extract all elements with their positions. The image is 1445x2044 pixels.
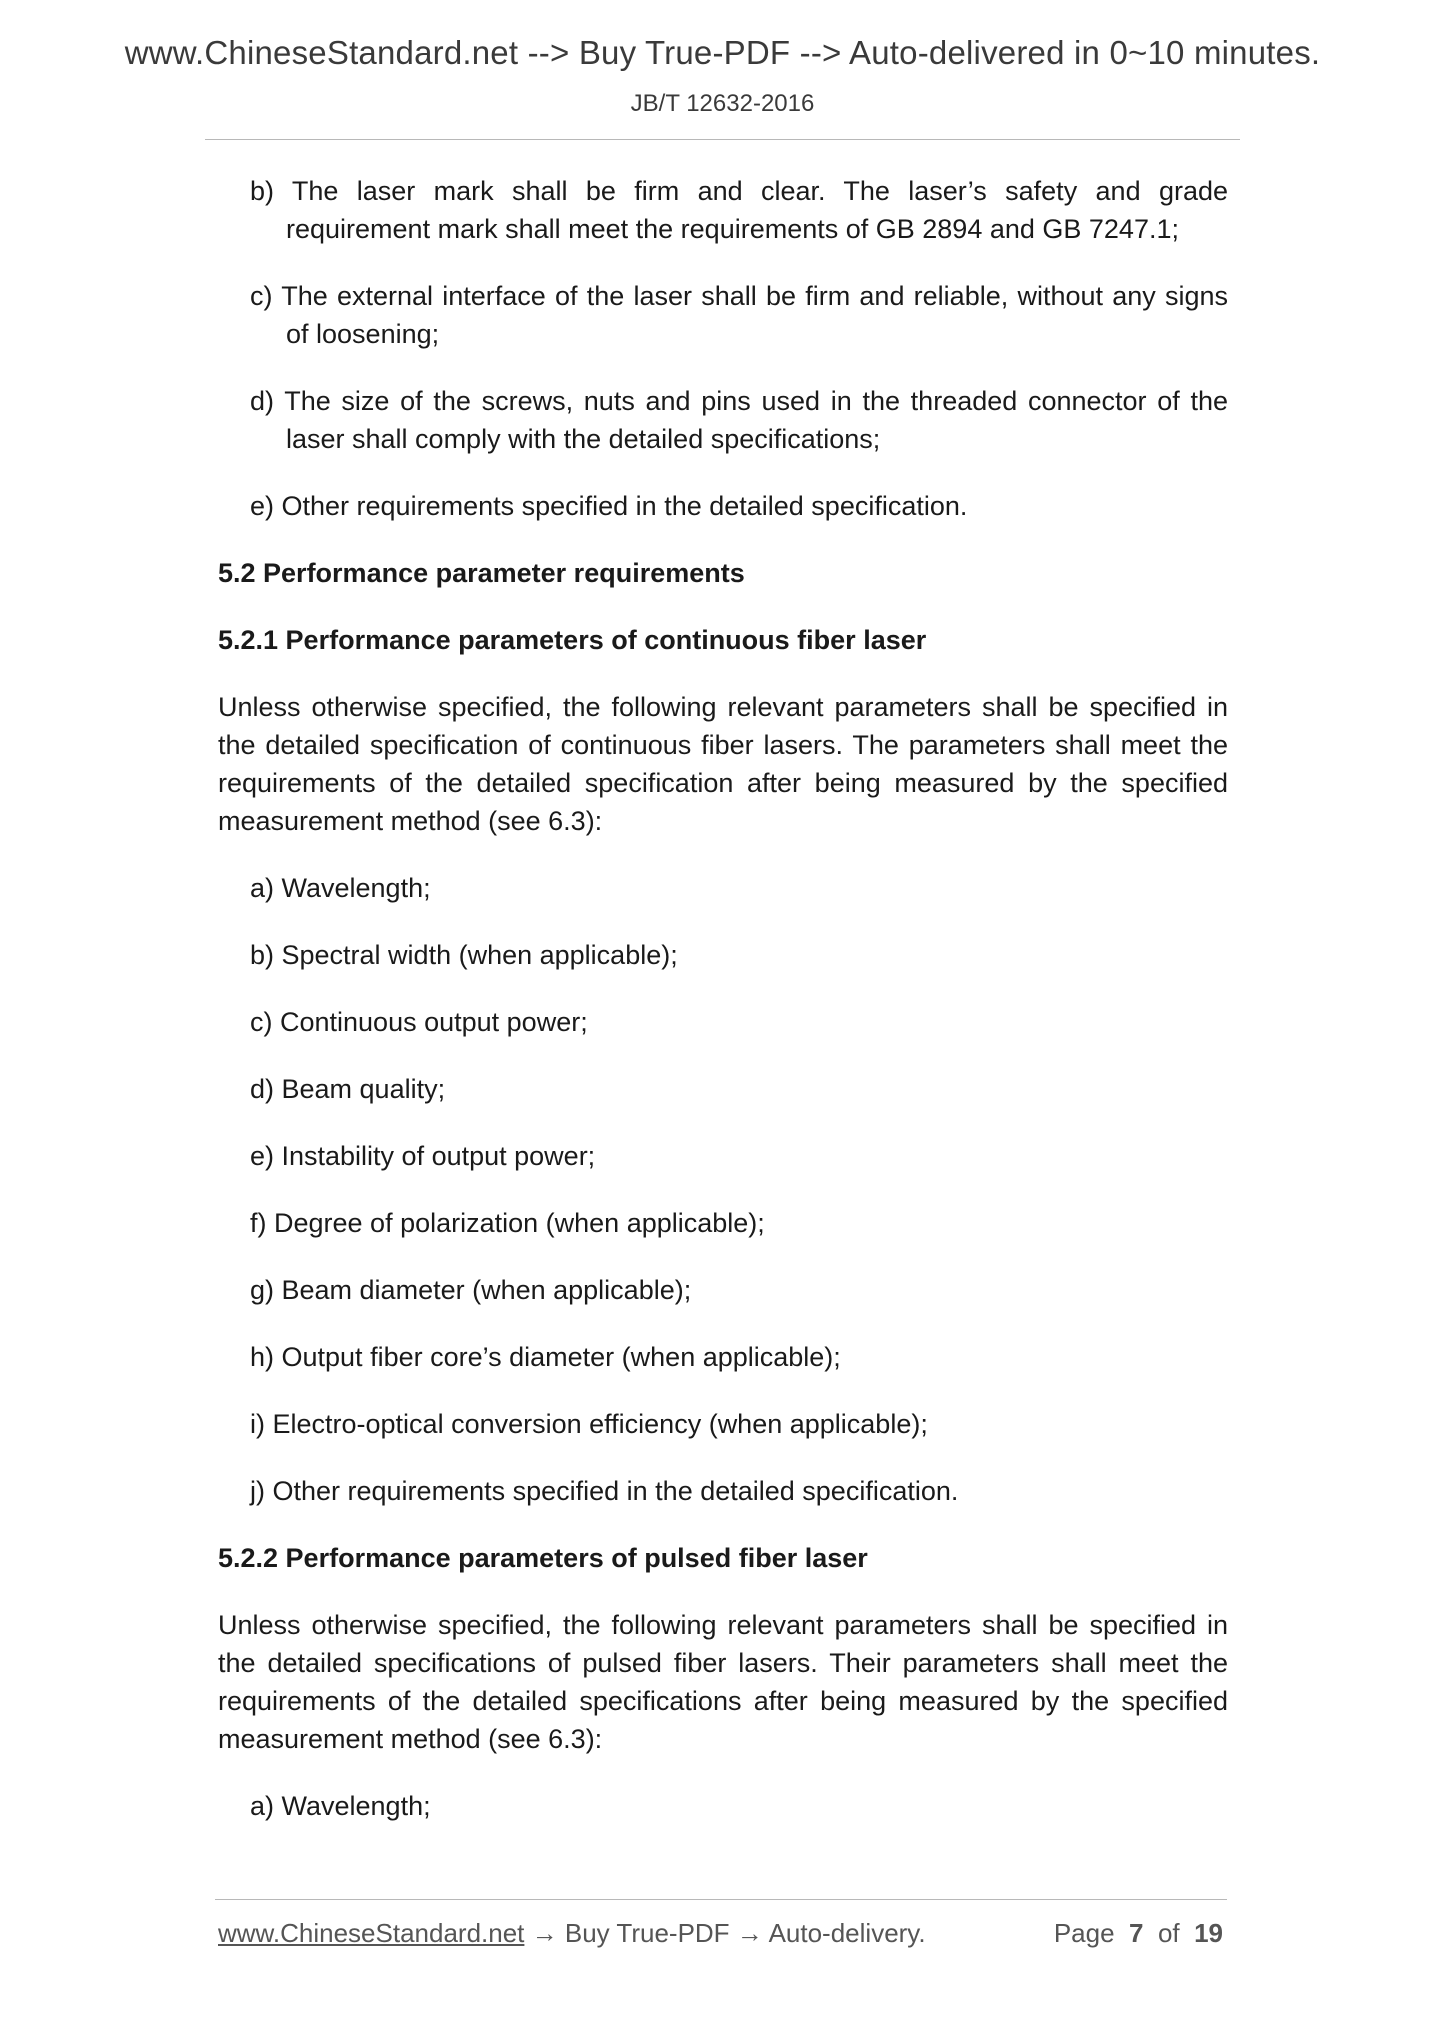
list-item: j) Other requirements specified in the detailed specification. <box>250 1476 959 1506</box>
list-item: e) Instability of output power; <box>250 1141 596 1171</box>
list-item: e) Other requirements specified in the detailed specification. <box>250 491 968 521</box>
page-label: Page <box>1053 1918 1115 1948</box>
list-item: b) Spectral width (when applicable); <box>250 940 678 970</box>
list-item: d) Beam quality; <box>250 1074 446 1104</box>
footer-promo-tail: → Buy True-PDF → Auto-delivery. <box>524 1918 926 1948</box>
list-item: h) Output fiber core’s diameter (when applicable); <box>250 1342 841 1372</box>
section-heading-5-2: 5.2 Performance parameter requirements <box>218 558 745 588</box>
document-code: JB/T 12632-2016 <box>630 90 815 117</box>
list-item: d) The size of the screws, nuts and pins used in the threaded connector of the laser shall comply with the detailed specifications; <box>250 386 1228 454</box>
list-item: c) The external interface of the laser shall be firm and reliable, without any signs of loosening; <box>250 281 1228 349</box>
list-item: f) Degree of polarization (when applicable); <box>250 1208 765 1238</box>
document-body <box>218 172 1228 1854</box>
page-of-label: of <box>1157 1918 1180 1948</box>
site-banner: www.ChineseStandard.net --> Buy True-PDF --> Auto-delivered in 0~10 minutes. <box>124 34 1321 71</box>
paragraph-5-2-2: Unless otherwise specified, the following relevant parameters shall be specified in the detailed specifications of pulsed fiber lasers. Their parameters shall meet the requirements of the detailed specifications after being measured by the specified measurement method (see 6.3): <box>218 1610 1228 1754</box>
page-current: 7 <box>1129 1918 1144 1948</box>
list-item: b) The laser mark shall be firm and clear. The laser’s safety and grade requirement mark shall meet the requirements of GB 2894 and GB 7247.1; <box>250 176 1228 244</box>
page-total: 19 <box>1194 1918 1223 1948</box>
list-item: a) Wavelength; <box>250 1791 431 1821</box>
list-item: g) Beam diameter (when applicable); <box>250 1275 692 1305</box>
page-indicator <box>1054 1918 1223 1949</box>
list-item: i) Electro-optical conversion efficiency (when applicable); <box>250 1409 928 1439</box>
footer-promo <box>218 1918 926 1949</box>
footer-divider <box>215 1899 1227 1900</box>
header-divider <box>205 139 1240 140</box>
section-heading-5-2-1: 5.2.1 Performance parameters of continuous fiber laser <box>218 625 927 655</box>
footer-site-link[interactable]: www.ChineseStandard.net <box>218 1918 525 1948</box>
section-heading-5-2-2: 5.2.2 Performance parameters of pulsed fiber laser <box>218 1543 868 1573</box>
list-item: a) Wavelength; <box>250 873 431 903</box>
paragraph-5-2-1: Unless otherwise specified, the following relevant parameters shall be specified in the detailed specification of continuous fiber lasers. The parameters shall meet the requirements of the detailed specification after being measured by the specified measurement method (see 6.3): <box>218 692 1228 836</box>
list-item: c) Continuous output power; <box>250 1007 588 1037</box>
